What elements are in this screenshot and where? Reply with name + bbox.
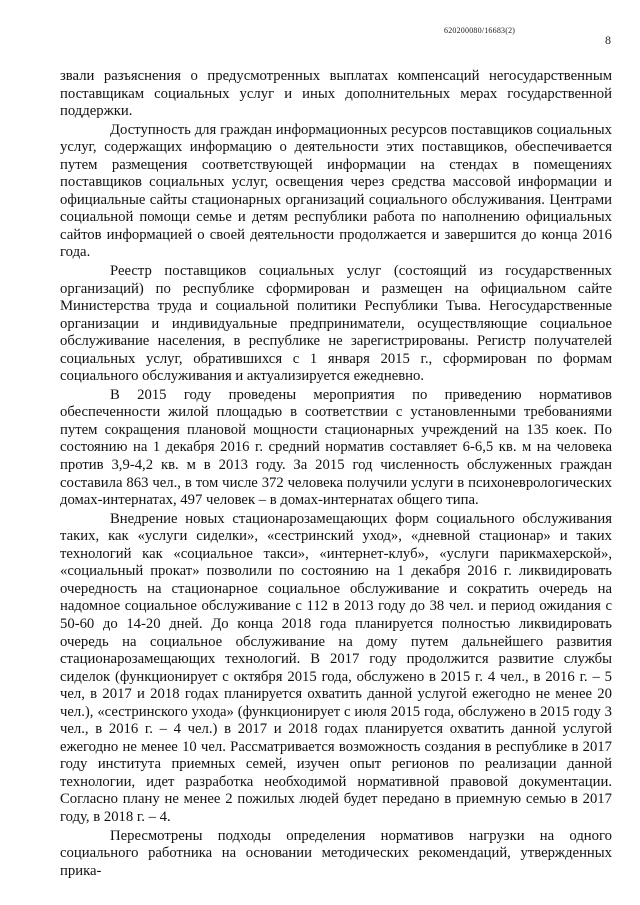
paragraph: Доступность для граждан информационных ресурсов поставщиков социальных услуг, содержащих информацию о деятельности этих поставщиков, обеспечивается путем размещения соответствующей информации на стендах в помещениях поставщиков социальных услуг, освещения через средства массовой информации и официальные сайты стационарных организаций социального обслуживания. Центрами социальной помощи семье и детям республики работа по наполнению официальных сайтов информацией о своей деятельности продолжается и завершится до конца 2016 года.	[60, 121, 612, 261]
paragraph: Пересмотрены подходы определения нормативов нагрузки на одного социального работника на основании методических рекомендаций, утвержденных прика-	[60, 827, 612, 879]
paragraph: звали разъяснения о предусмотренных выплатах компенсаций негосударственным поставщикам социальных услуг и иных дополнительных мерах государственной поддержки.	[60, 68, 612, 120]
document-body	[60, 68, 612, 881]
paragraph: Реестр поставщиков социальных услуг (состоящий из государственных организаций) по республике сформирован и размещен на официальном сайте Министерства труда и социальной политики Республики Тыва. Негосударственные организации и индивидуальные предприниматели, осуществляющие социальное обслуживание населения, в республике не зарегистрированы. Регистр получателей социальных услуг, обратившихся с 1 января 2015 г., сформирован по формам социального обслуживания и актуализируется ежедневно.	[60, 263, 612, 385]
document-id: 620200080/16683(2)	[444, 26, 516, 35]
paragraph: Внедрение новых стационарозамещающих форм социального обслуживания таких, как «услуги сиделки», «сестринский уход», «дневной стационар» и таких технологий как «социальное такси», «интернет-клуб», «услуги парикмахерской», «социальный прокат» позволили по состоянию на 1 декабря 2016 г. ликвидировать очередность на стационарное социальное обслуживание и сократить очередь на надомное социальное обслуживание с 112 в 2013 году до 38 чел. и период ожидания с 50-60 до 14-20 дней. До конца 2018 года планируется полностью ликвидировать очередь на социальное обслуживание на дому путем дальнейшего развития стационарозамещающих технологий. В 2017 году продолжится развитие службы сиделок (функционирует с октября 2015 года, обслужено в 2015 г. 4 чел., в 2016 г. – 5 чел, в 2017 и 2018 годах планируется охватить данной услугой ежегодно не менее 20 чел.), «сестринского ухода» (функционирует с июля 2015 года, обслужено в 2015 году 3 чел., в 2016 г. – 4 чел.) в 2017 и 2018 годах планируется охватить данной услугой ежегодно не менее 10 чел. Рассматривается возможность создания в республике в 2017 году института приемных семей, изучен опыт регионов по реализации данной технологии, идет разработка необходимой нормативной правовой документации. Согласно плану не менее 2 пожилых людей будет передано в приемную семью в 2017 году, в 2018 г. – 4.	[60, 510, 612, 825]
paragraph: В 2015 году проведены мероприятия по приведению нормативов обеспеченности жилой площадью в соответствии с установленными требованиями путем сокращения плановой мощности стационарных учреждений на 135 коек. По состоянию на 1 декабря 2016 г. средний норматив составляет 6-6,5 кв. м на человека против 3,9-4,2 кв. м в 2013 году. За 2015 год численность обслуженных граждан составила 863 чел., в том числе 372 человека получили услуги в психоневрологических домах-интернатах, 497 человек – в домах-интернатах общего типа.	[60, 386, 612, 509]
page-number: 8	[605, 33, 611, 47]
